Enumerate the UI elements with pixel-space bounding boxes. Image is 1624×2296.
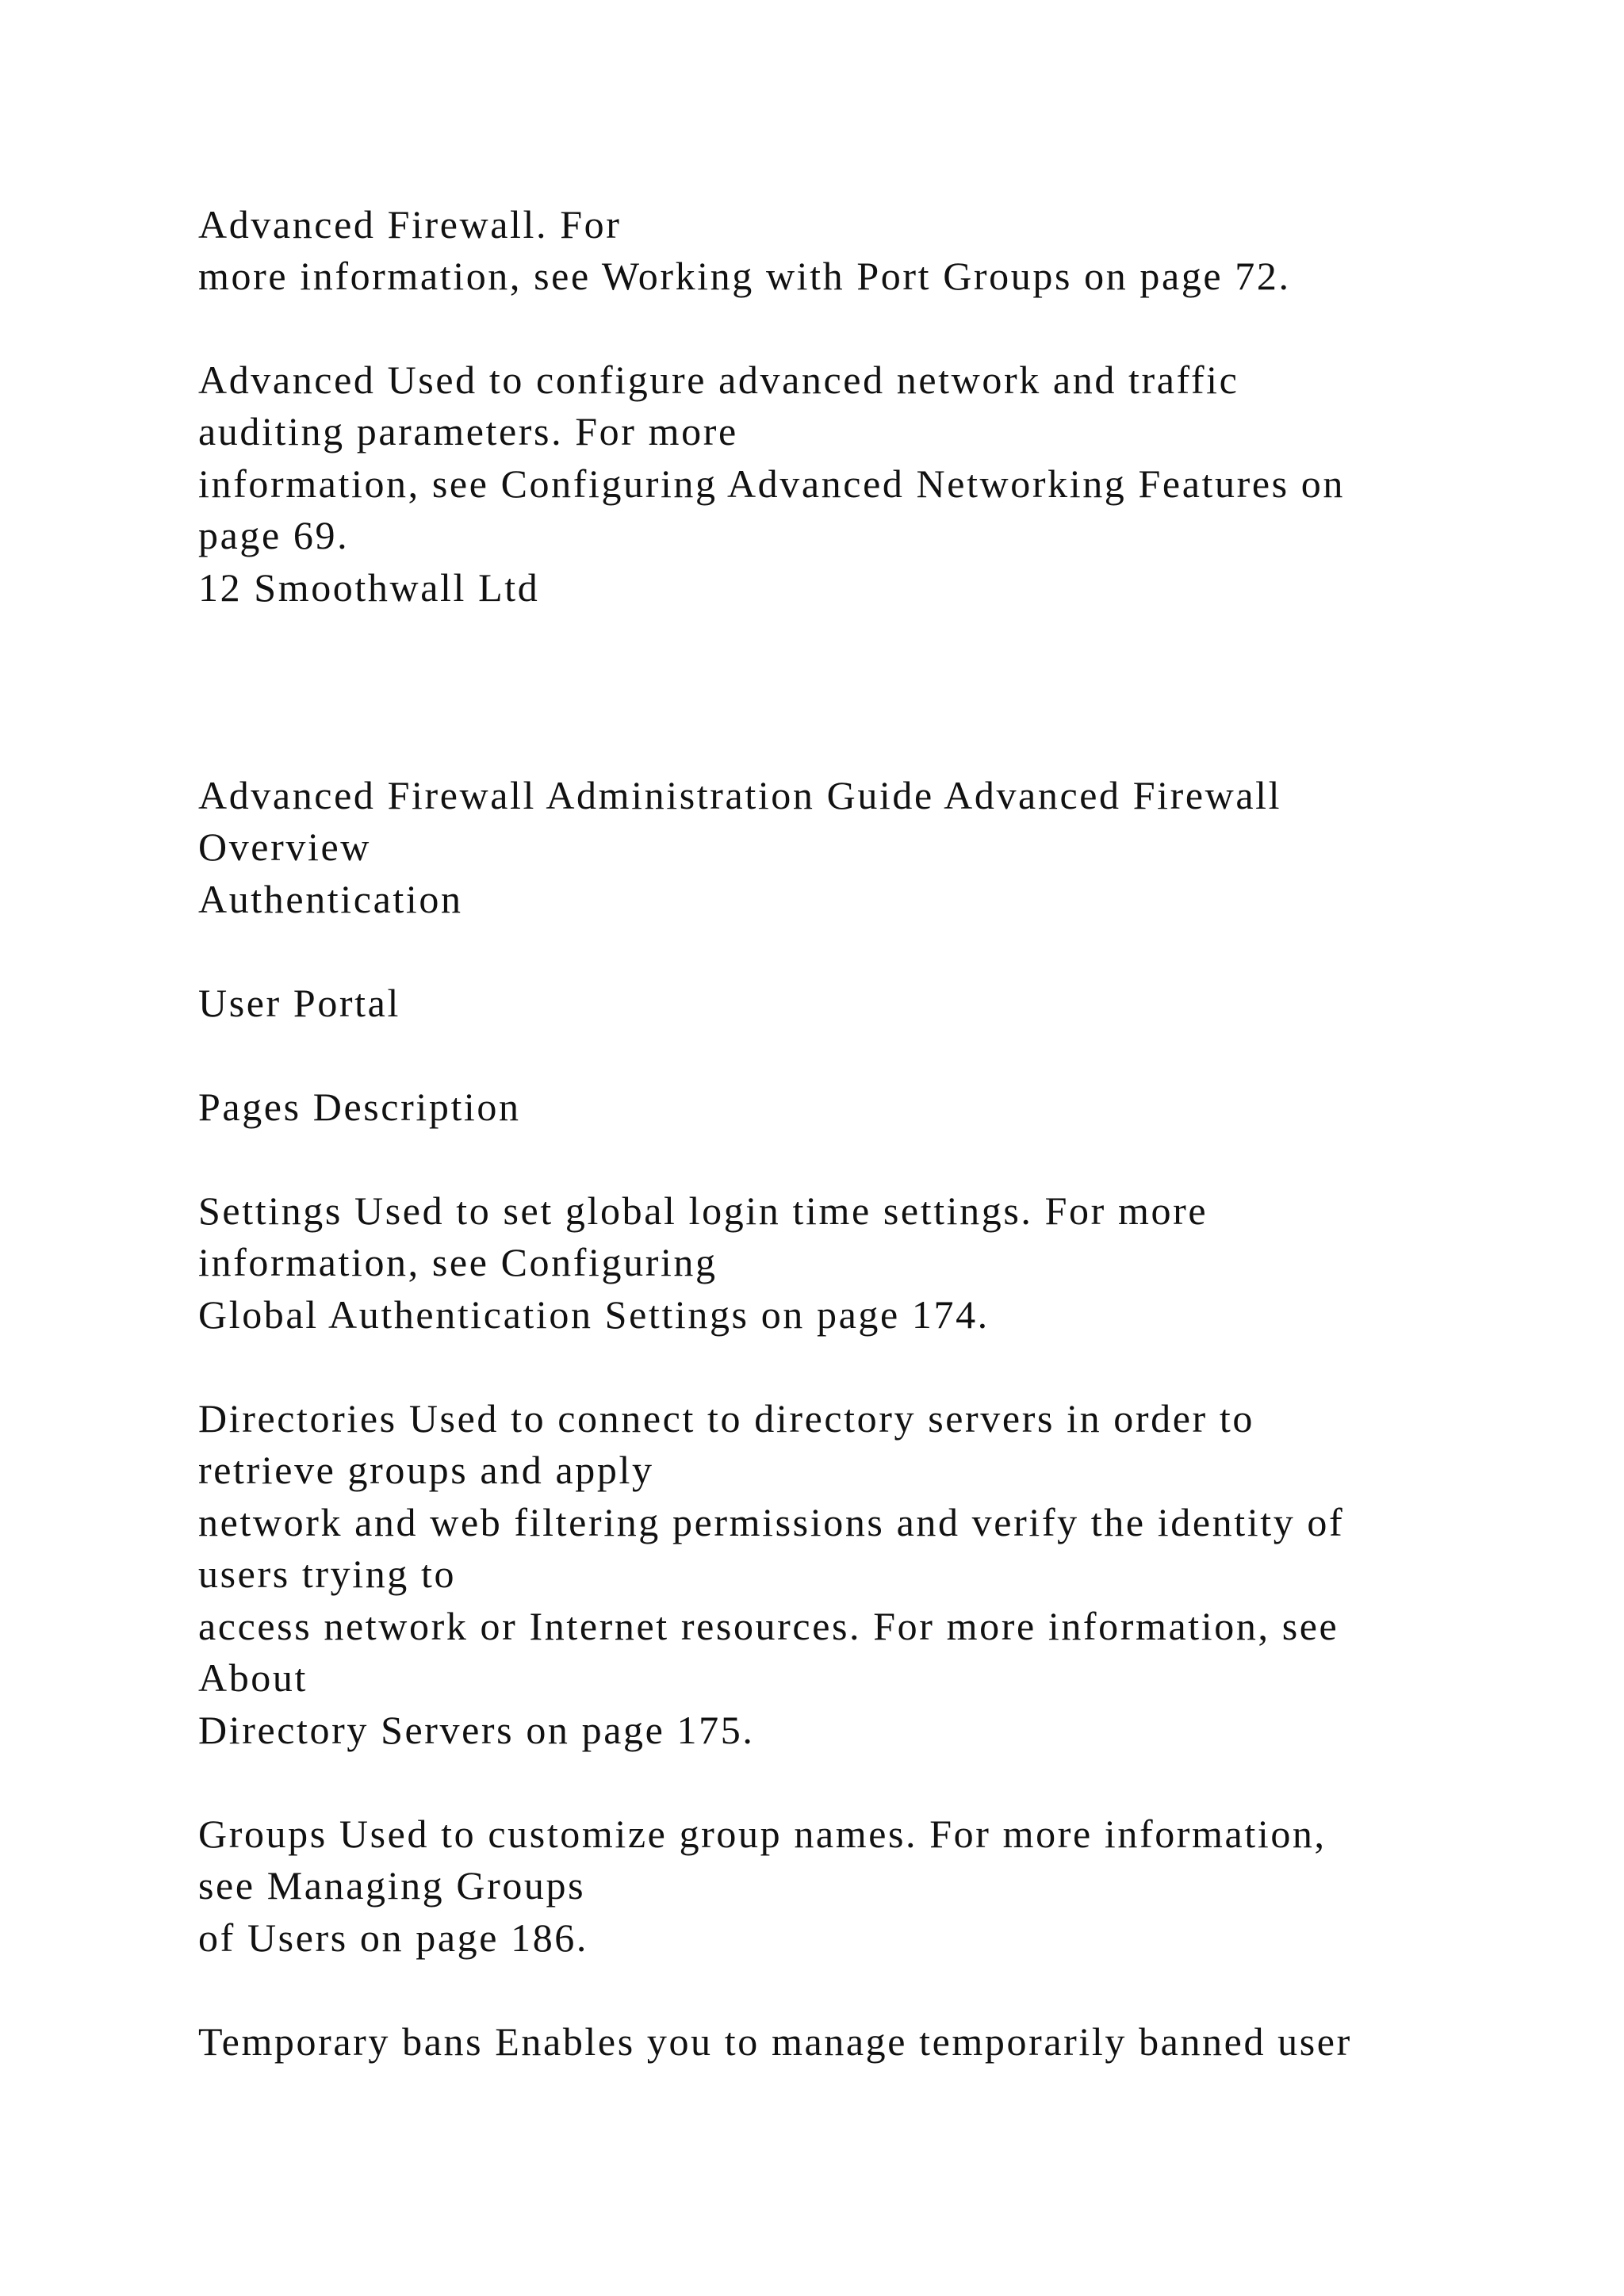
text-line: of Users on page 186.: [198, 1915, 589, 1960]
text-line: Temporary bans Enables you to manage temporarily banned user: [198, 2019, 1352, 2064]
text-line: retrieve groups and apply: [198, 1448, 654, 1492]
text-line: information, see Configuring Advanced Networking Features on: [198, 461, 1345, 506]
text-line: Advanced Used to configure advanced network and traffic: [198, 358, 1239, 402]
page-footer: 12 Smoothwall Ltd: [198, 565, 540, 610]
section-title: User Portal: [198, 981, 400, 1025]
text-line: more information, see Working with Port Groups on page 72.: [198, 254, 1291, 298]
text-line: users trying to: [198, 1552, 457, 1596]
text-line: information, see Configuring: [198, 1240, 718, 1284]
text-line: Global Authentication Settings on page 174.: [198, 1292, 990, 1337]
text-line: Directories Used to connect to directory servers in order to: [198, 1396, 1254, 1441]
text-line: network and web filtering permissions and verify the identity of: [198, 1500, 1345, 1544]
section-title: Authentication: [198, 877, 463, 921]
text-line: Groups Used to customize group names. For more information,: [198, 1812, 1327, 1856]
text-line: page 69.: [198, 513, 350, 557]
text-line: see Managing Groups: [198, 1863, 586, 1908]
text-line: About: [198, 1655, 308, 1700]
page-header: Advanced Firewall Administration Guide Advanced Firewall: [198, 773, 1282, 817]
text-line: Directory Servers on page 175.: [198, 1708, 755, 1752]
text-line: auditing parameters. For more: [198, 409, 738, 453]
text-line: Settings Used to set global login time settings. For more: [198, 1188, 1208, 1233]
text-line: access network or Internet resources. For more information, see: [198, 1604, 1339, 1648]
text-line: Advanced Firewall. For: [198, 202, 622, 247]
table-header: Pages Description: [198, 1085, 521, 1129]
page-header: Overview: [198, 825, 371, 869]
